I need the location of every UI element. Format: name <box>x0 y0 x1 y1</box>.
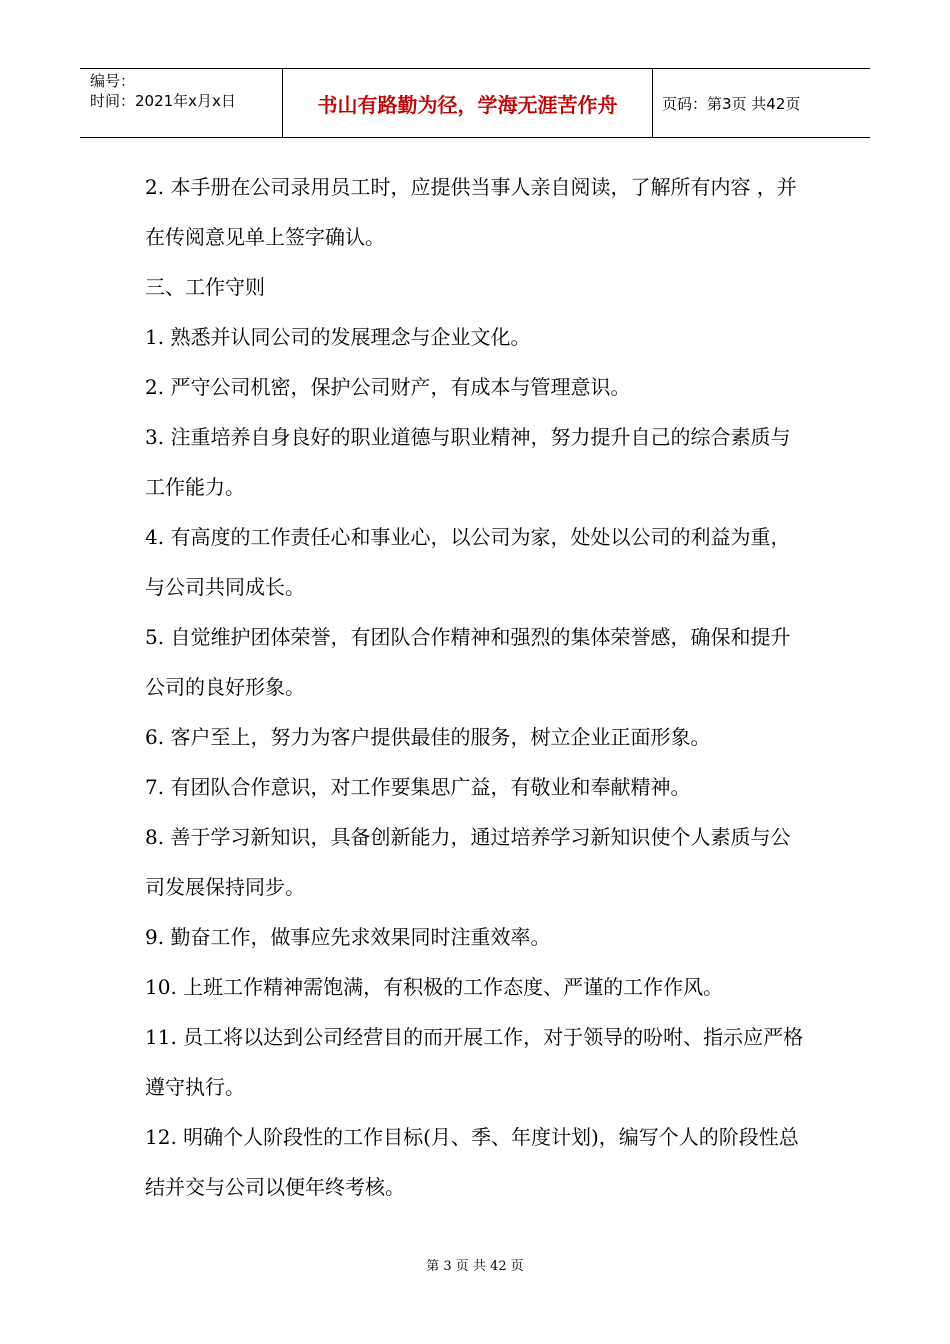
document-date: 时间：2021年x月x日 <box>90 92 236 110</box>
page-header <box>80 68 870 138</box>
rule-item-1: 1. 熟悉并认同公司的发展理念与企业文化。 <box>145 325 531 349</box>
rule-item-5: 5. 自觉维护团体荣誉，有团队合作精神和强烈的集体荣誉感，确保和提升公司的良好形象。 <box>145 625 791 699</box>
rule-item-11: 11. 员工将以达到公司经营目的而开展工作，对于领导的吩咐、指示应严格遵守执行。 <box>145 1025 804 1099</box>
rule-item-7: 7. 有团队合作意识，对工作要集思广益，有敬业和奉献精神。 <box>145 775 691 799</box>
header-page-info: 页码：第3页 共42页 <box>662 94 801 113</box>
paragraph-1: 2. 本手册在公司录用员工时，应提供当事人亲自阅读，了解所有内容 ，并在传阅意见单上签字确认。 <box>145 175 797 249</box>
section-heading: 三、工作守则 <box>145 275 265 299</box>
document-number-label: 编号： <box>90 72 136 90</box>
rule-item-10: 10. 上班工作精神需饱满，有积极的工作态度、严谨的工作作风。 <box>145 975 724 999</box>
page-footer: 第 3 页 共 42 页 <box>426 1259 524 1274</box>
header-meta-cell <box>80 69 283 137</box>
header-motto: 书山有路勤为径，学海无涯苦作舟 <box>283 69 653 137</box>
document-body <box>145 162 810 1212</box>
rule-item-9: 9. 勤奋工作，做事应先求效果同时注重效率。 <box>145 925 551 949</box>
rule-item-4: 4. 有高度的工作责任心和事业心，以公司为家，处处以公司的利益为重，与公司共同成长。 <box>145 525 791 599</box>
rule-item-2: 2. 严守公司机密，保护公司财产，有成本与管理意识。 <box>145 375 631 399</box>
rule-item-3: 3. 注重培养自身良好的职业道德与职业精神，努力提升自己的综合素质与工作能力。 <box>145 425 791 499</box>
rule-item-12: 12. 明确个人阶段性的工作目标(月、季、年度计划)，编写个人的阶段性总结并交与公司以便年终考核。 <box>145 1125 799 1199</box>
rule-item-8: 8. 善于学习新知识，具备创新能力，通过培养学习新知识使个人素质与公司发展保持同步。 <box>145 825 791 899</box>
rule-item-6: 6. 客户至上，努力为客户提供最佳的服务，树立企业正面形象。 <box>145 725 711 749</box>
